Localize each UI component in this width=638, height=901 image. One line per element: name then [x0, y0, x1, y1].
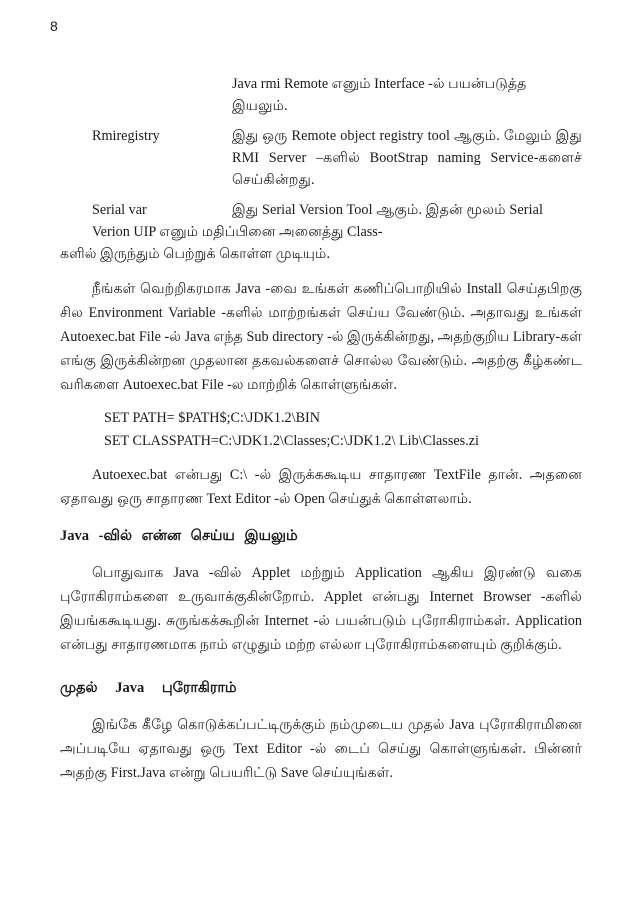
section-heading-java-uses: Java -வில் என்ன செய்ய இயலும் [60, 528, 298, 544]
serialvar-definition [60, 199, 582, 265]
serialvar-description: இது Serial Version Tool ஆகும். இதன் மூலம் Serial [232, 202, 544, 218]
code-line-classpath: SET CLASSPATH=C:\JDK1.2\Classes;C:\JDK1.2\ Lib\Classes.zi [104, 433, 479, 449]
first-java-paragraph: இங்கே கீழே கொடுக்கப்பட்டிருக்கும் நம்முடைய முதல் Java புரோகிராமினை அப்படியே ஏதாவது ஒரு Text Editor -ல் டைப் செய்து கொள்ளுங்கள். பின்னர் அதற்கு First.Java என்று பெயரிட்டு Save செய்யுங்கள். [60, 717, 582, 781]
code-line-path: SET PATH= $PATH$;C:\JDK1.2\BIN [104, 410, 321, 426]
serialvar-term: Serial var [92, 202, 147, 218]
rmiregistry-definition [60, 125, 582, 191]
section-heading-first-java: முதல் Java புரோகிராம் [60, 680, 237, 696]
page-number: 8 [50, 18, 58, 34]
applet-paragraph: பொதுவாக Java -வில் Applet மற்றும் Application ஆகிய இரண்டு வகை புரோகிராம்களை உருவாக்குகின்றோம். Applet என்பது Internet Browser -களில் இயங்ககூடியது. சுருங்கக்கூறின் Internet -ல் பயன்படும் புரோகிராம்கள். Application என்பது சாதாரணமாக நாம் எழுதும் மற்ற எல்லா புரோகிராம்களையும் குறிக்கும். [60, 565, 582, 653]
page-content [60, 73, 582, 795]
java-rmi-description [60, 73, 582, 117]
rmiregistry-description: இது ஒரு Remote object registry tool ஆகும். மேலும் இது RMI Server –களில் BootStrap naming Service-களைச் செய்கின்றது. [232, 128, 582, 188]
install-paragraph: நீங்கள் வெற்றிகரமாக Java -வை உங்கள் கணிப்பொறியில் Install செய்தபிறகு சில Environment Variable -களில் மாற்றங்கள் செய்ய வேண்டும். அதாவது உங்கள் Autoexec.bat File -ல் Java எந்த Sub directory -ல் இருக்கின்றது, அதற்குறிய Library-கள் எங்கு இருக்கின்றன முதலான தகவல்களைச் சொல்ல வேண்டும். அதற்கு கீழ்கண்ட வரிகளை Autoexec.bat File -ல மாற்றிக் கொள்ளுங்கள். [60, 281, 582, 393]
autoexec-paragraph: Autoexec.bat என்பது C:\ -ல் இருக்ககூடிய சாதாரண TextFile தான். அதனை ஏதாவது ஒரு சாதாரண Text Editor -ல் Open செய்துக் கொள்ளலாம். [60, 467, 582, 507]
serialvar-line3: களில் இருந்தும் பெற்றுக் கொள்ள முடியும். [60, 246, 330, 262]
serialvar-line2: Verion UIP எனும் மதிப்பினை அனைத்து Class- [92, 224, 383, 240]
java-rmi-line1: Java rmi Remote எனும் Interface -ல் பயன்படுத்த [232, 76, 527, 92]
java-rmi-line2: இயலும். [232, 98, 288, 114]
rmiregistry-term: Rmiregistry [92, 128, 160, 144]
code-block [60, 407, 582, 453]
